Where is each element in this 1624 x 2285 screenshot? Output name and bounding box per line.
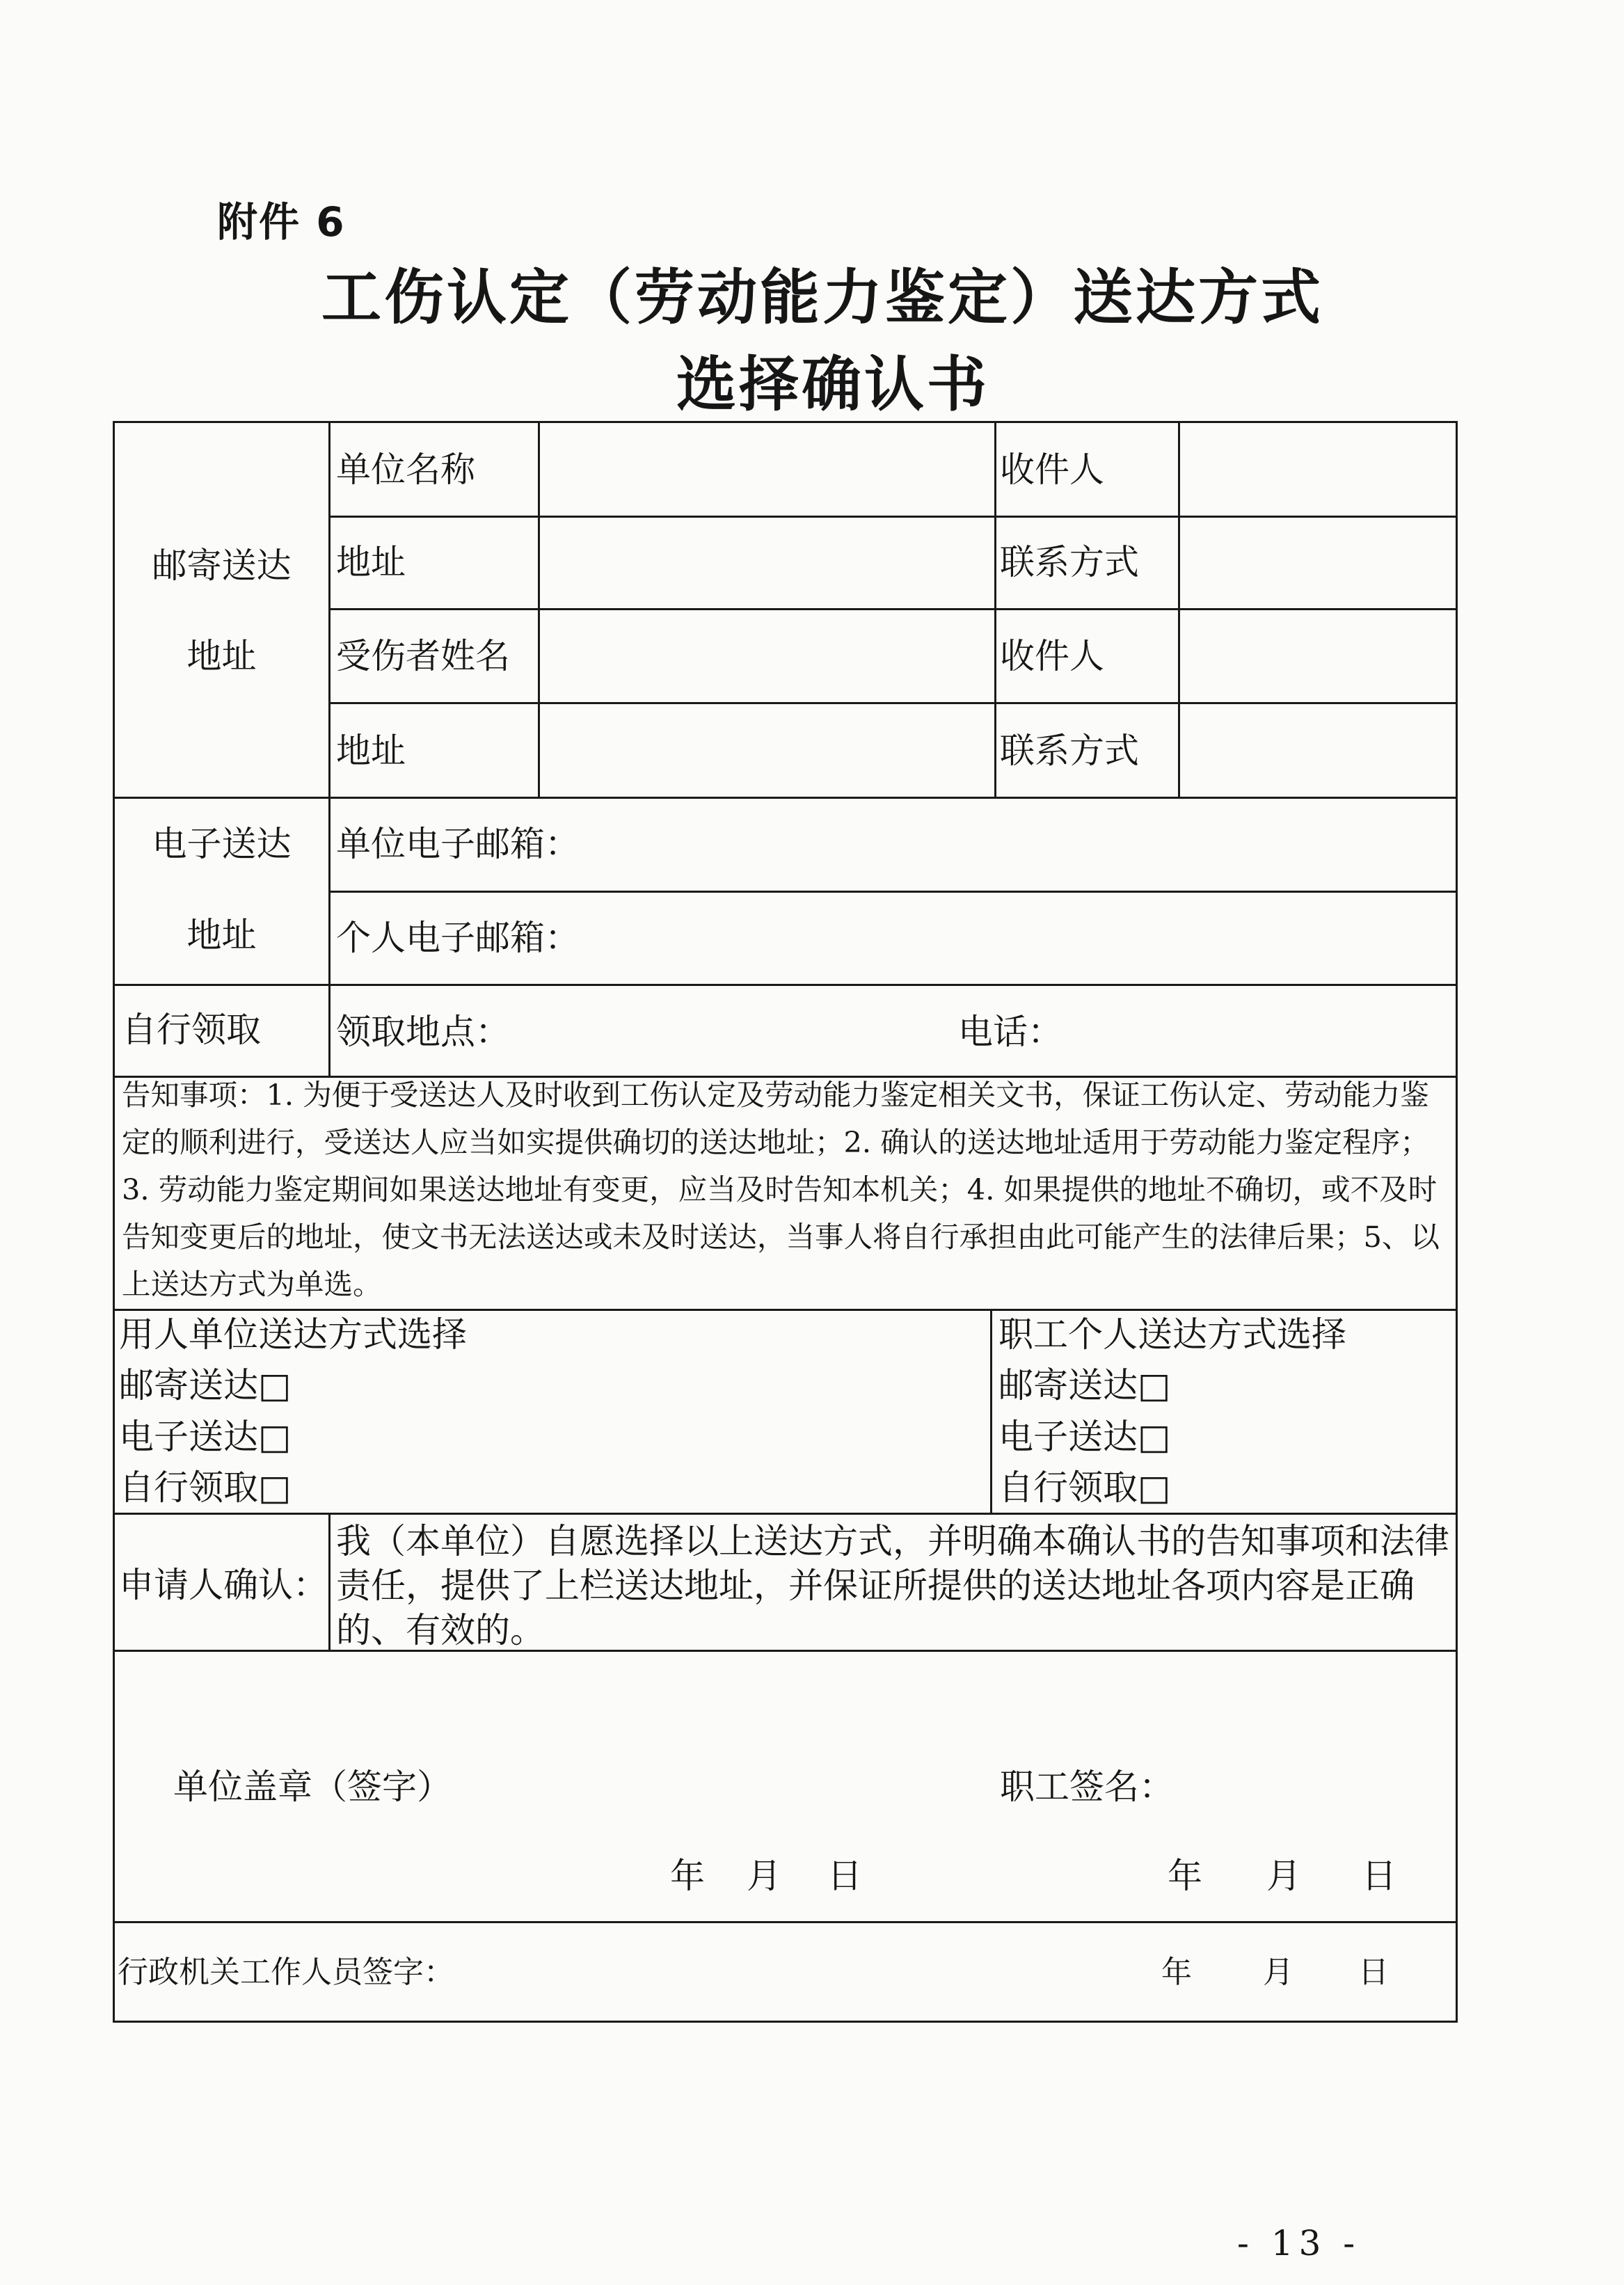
page-title-line-1: 工伤认定（劳动能力鉴定）送达方式 [321,263,1323,333]
mail-delivery-label-line2: 地址 [186,636,257,676]
unit-email-label: 单位电子邮箱： [336,824,580,864]
column-divider [328,423,331,1077]
option-label: 电子送达 [119,1417,258,1457]
electronic-delivery-label-line1: 电子送达 [152,824,292,864]
row-divider [115,1513,1456,1515]
unit-date-day: 日 [827,1856,862,1896]
page-title-line-2: 选择确认书 [676,350,989,420]
delivery-form-table [113,421,1458,2023]
employee-option-pickup[interactable] [998,1467,1171,1508]
option-label: 自行领取 [998,1467,1138,1508]
notice-text: 告知事项：1. 为便于受送达人及时收到工伤认定及劳动能力鉴定相关文书，保证工伤认定、劳动能力鉴定的顺利进行，受送达人应当如实提供确切的送达地址；2. 确认的送达地址适用于劳动能力鉴定程序；3. 劳动能力鉴定期间如果送达地址有变更，应当及时告知本机关；4. 如果提供的地址不确切，或不及时告知变更后的地址，使文书无法送达或未及时送达，当事人将自行承担由此可能产生的法律后果；5、以上送达方式为单选。 [122,1078,1440,1301]
row-divider [115,1921,1456,1923]
mail-delivery-label-line1: 邮寄送达 [152,546,292,586]
column-divider [328,1513,331,1652]
pickup-location-field[interactable] [511,986,992,1076]
employee-choice-heading: 职工个人送达方式选择 [998,1314,1346,1355]
address-label-1: 地址 [336,542,406,582]
checkbox[interactable]: □ [1138,1467,1171,1508]
unit-date-year: 年 [670,1856,705,1896]
column-divider [990,1309,992,1515]
contact-label-2: 联系方式 [1000,731,1139,771]
employee-date-day: 日 [1362,1856,1396,1896]
unit-seal-area[interactable] [115,1652,950,1921]
contact-label-1: 联系方式 [1000,542,1139,582]
unit-seal-label: 单位盖章（签字） [173,1767,452,1807]
employer-choice-heading: 用人单位送达方式选择 [119,1314,467,1355]
contact-field-1[interactable] [1180,518,1456,608]
address-label-2: 地址 [336,731,406,771]
employee-date-month: 月 [1266,1856,1301,1896]
contact-field-2[interactable] [1180,704,1456,797]
employer-option-electronic[interactable] [119,1417,292,1457]
pickup-phone-field[interactable] [1068,986,1456,1076]
recipient-label-2: 收件人 [1000,636,1104,676]
pickup-phone-label: 电话： [958,1012,1062,1052]
recipient-field-2[interactable] [1180,610,1456,702]
option-label: 邮寄送达 [998,1365,1138,1406]
employer-option-pickup[interactable] [119,1467,292,1508]
option-label: 邮寄送达 [119,1365,258,1406]
checkbox[interactable]: □ [1138,1417,1171,1457]
column-divider [994,423,996,799]
staff-signature-label: 行政机关工作人员签字： [118,1954,454,1990]
unit-date-month: 月 [747,1856,781,1896]
self-pickup-label: 自行领取 [122,1010,261,1050]
employee-signature-area[interactable] [1172,1745,1451,1815]
staff-date-day: 日 [1358,1954,1389,1990]
employee-signature-label: 职工签名： [1000,1767,1174,1807]
staff-signature-area[interactable] [463,1926,1019,2016]
staff-date-year: 年 [1161,1954,1192,1990]
injured-name-label: 受伤者姓名 [336,636,510,676]
injured-name-field[interactable] [540,610,994,702]
attachment-label: 附件 6 [217,198,346,246]
checkbox[interactable]: □ [258,1467,292,1508]
unit-email-field[interactable] [602,799,1456,891]
personal-email-field[interactable] [602,893,1456,984]
option-label: 电子送达 [998,1417,1138,1457]
staff-date-month: 月 [1263,1954,1293,1990]
employee-option-mail[interactable] [998,1365,1171,1406]
checkbox[interactable]: □ [1138,1365,1171,1406]
checkbox[interactable]: □ [258,1417,292,1457]
unit-name-label: 单位名称 [336,449,475,490]
checkbox[interactable]: □ [258,1365,292,1406]
address-field-2[interactable] [540,704,994,797]
unit-name-field[interactable] [540,423,994,516]
employee-date-year: 年 [1168,1856,1202,1896]
employer-option-mail[interactable] [119,1365,292,1406]
page-number: - 13 - [1237,2223,1361,2263]
applicant-confirmation-label: 申请人确认： [119,1565,328,1605]
electronic-delivery-label-line2: 地址 [186,915,257,955]
recipient-field-1[interactable] [1180,423,1456,516]
employee-option-electronic[interactable] [998,1417,1171,1457]
recipient-label-1: 收件人 [1000,449,1104,490]
personal-email-label: 个人电子邮箱： [336,918,580,958]
option-label: 自行领取 [119,1467,258,1508]
row-divider [115,1309,1456,1311]
confirmation-text: 我（本单位）自愿选择以上送达方式，并明确本确认书的告知事项和法律责任，提供了上栏送达地址，并保证所提供的送达地址各项内容是正确的、有效的。 [336,1521,1449,1650]
address-field-1[interactable] [540,518,994,608]
pickup-location-label: 领取地点： [336,1012,510,1052]
